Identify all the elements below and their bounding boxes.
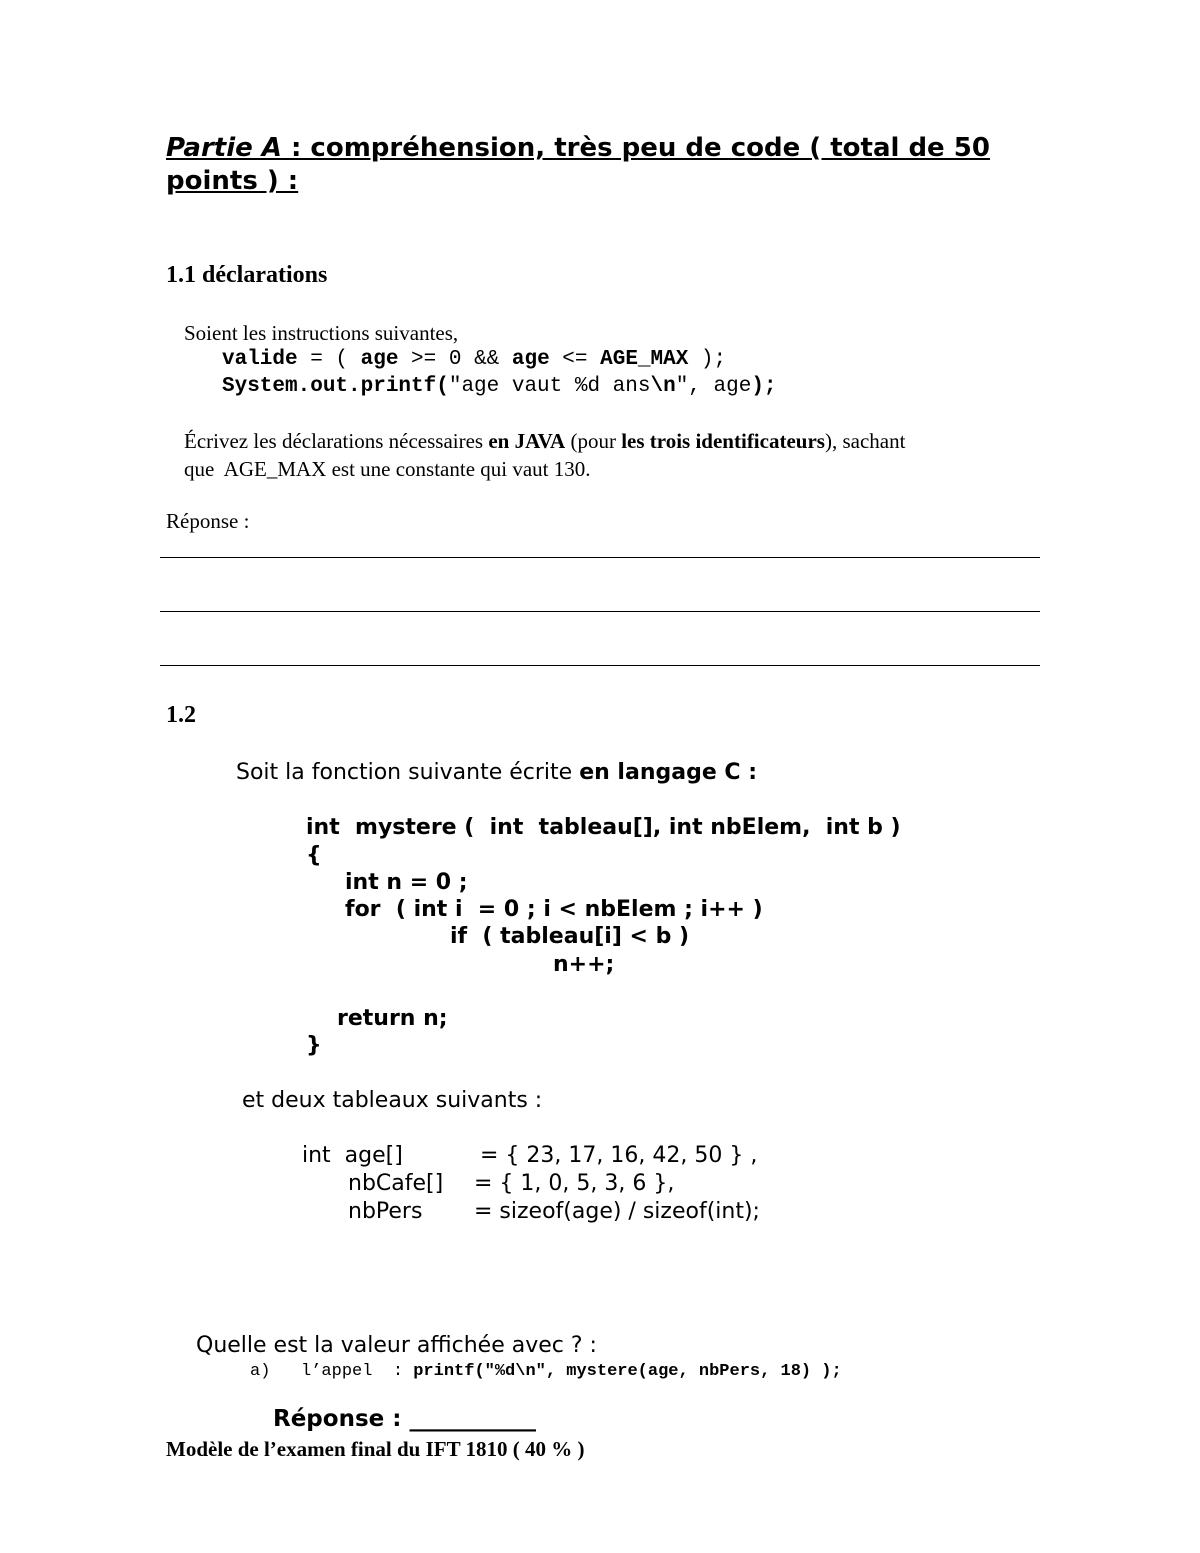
footer-text: Modèle de l’examen final du IFT 1810 ( 40 % ) [166, 1437, 585, 1461]
code-line-valide [222, 348, 726, 371]
question-1-2: Quelle est la valeur affichée avec ? : [196, 1333, 597, 1358]
code-token: age [511, 348, 550, 371]
array-value: = sizeof(age) / sizeof(int); [474, 1199, 760, 1224]
text-run: en langage C : [579, 760, 758, 785]
code-token: AGE_MAX [600, 348, 689, 371]
answer-1-2[interactable]: Réponse : ___________ [273, 1406, 536, 1432]
answer-line[interactable] [160, 611, 1040, 612]
question-1-1-line-1 [184, 429, 905, 454]
c-code-line: n++; [553, 952, 615, 977]
item-label: a) [250, 1362, 271, 1381]
c-code-line: if ( tableau[i] < b ) [450, 924, 690, 949]
array-value: = { 23, 17, 16, 42, 50 } , [480, 1143, 758, 1168]
c-code-line: int mystere ( int tableau[], int nbElem, int b ) [306, 815, 901, 840]
code-token: ", age [675, 375, 752, 398]
answer-line[interactable] [160, 665, 1040, 666]
answer-line[interactable] [160, 557, 1040, 558]
text-run: Soit la fonction suivante écrite [236, 760, 580, 785]
c-code-line: for ( int i = 0 ; i < nbElem ; i++ ) [345, 897, 763, 922]
item-a [250, 1362, 842, 1381]
code-token: ); [688, 348, 727, 371]
c-code-line: { [306, 843, 322, 868]
part-a-title [166, 132, 1046, 198]
answer-label-1-1: Réponse : [166, 509, 250, 533]
text-run: les trois identificateurs [621, 429, 825, 453]
section-1-2-intro [236, 760, 757, 785]
code-token: valide [222, 348, 298, 371]
c-code-line: } [306, 1033, 322, 1058]
section-1-1-intro: Soient les instructions suivantes, [184, 321, 459, 345]
text-run: Écrivez les déclarations nécessaires [184, 429, 489, 453]
code-token: <= [549, 348, 601, 371]
item-code: printf("%d\n", mystere(age, nbPers, 18) ); [413, 1362, 842, 1381]
part-a-label: Partie A [166, 133, 282, 163]
array-name: nbCafe[] [348, 1171, 444, 1196]
code-token: >= 0 && [398, 348, 512, 371]
code-token: System.out.printf( [222, 375, 449, 398]
c-code-line: int n = 0 ; [345, 870, 468, 895]
part-a-subtitle: : compréhension, très peu de code ( total de 50 points ) : [166, 133, 990, 196]
text-run: en JAVA [488, 429, 566, 453]
arrays-intro: et deux tableaux suivants : [242, 1088, 543, 1113]
code-token: = ( [297, 348, 361, 371]
question-1-1-line-2: que AGE_MAX est une constante qui vaut 130. [184, 457, 591, 481]
code-token: ); [751, 375, 777, 398]
section-1-2-heading: 1.2 [166, 702, 196, 728]
code-token: \n [650, 375, 676, 398]
code-line-printf [222, 375, 777, 398]
text-run: ), sachant [824, 429, 906, 453]
section-1-1-heading: 1.1 déclarations [166, 262, 328, 288]
text-run: (pour [565, 429, 622, 453]
code-token: "age vaut %d ans [448, 375, 651, 398]
item-call: l’appel : [301, 1362, 414, 1381]
array-name: nbPers [348, 1199, 423, 1224]
c-code-line: return n; [337, 1006, 448, 1031]
code-token: age [360, 348, 399, 371]
array-name: int age[] [302, 1143, 403, 1168]
array-value: = { 1, 0, 5, 3, 6 }, [474, 1171, 675, 1196]
